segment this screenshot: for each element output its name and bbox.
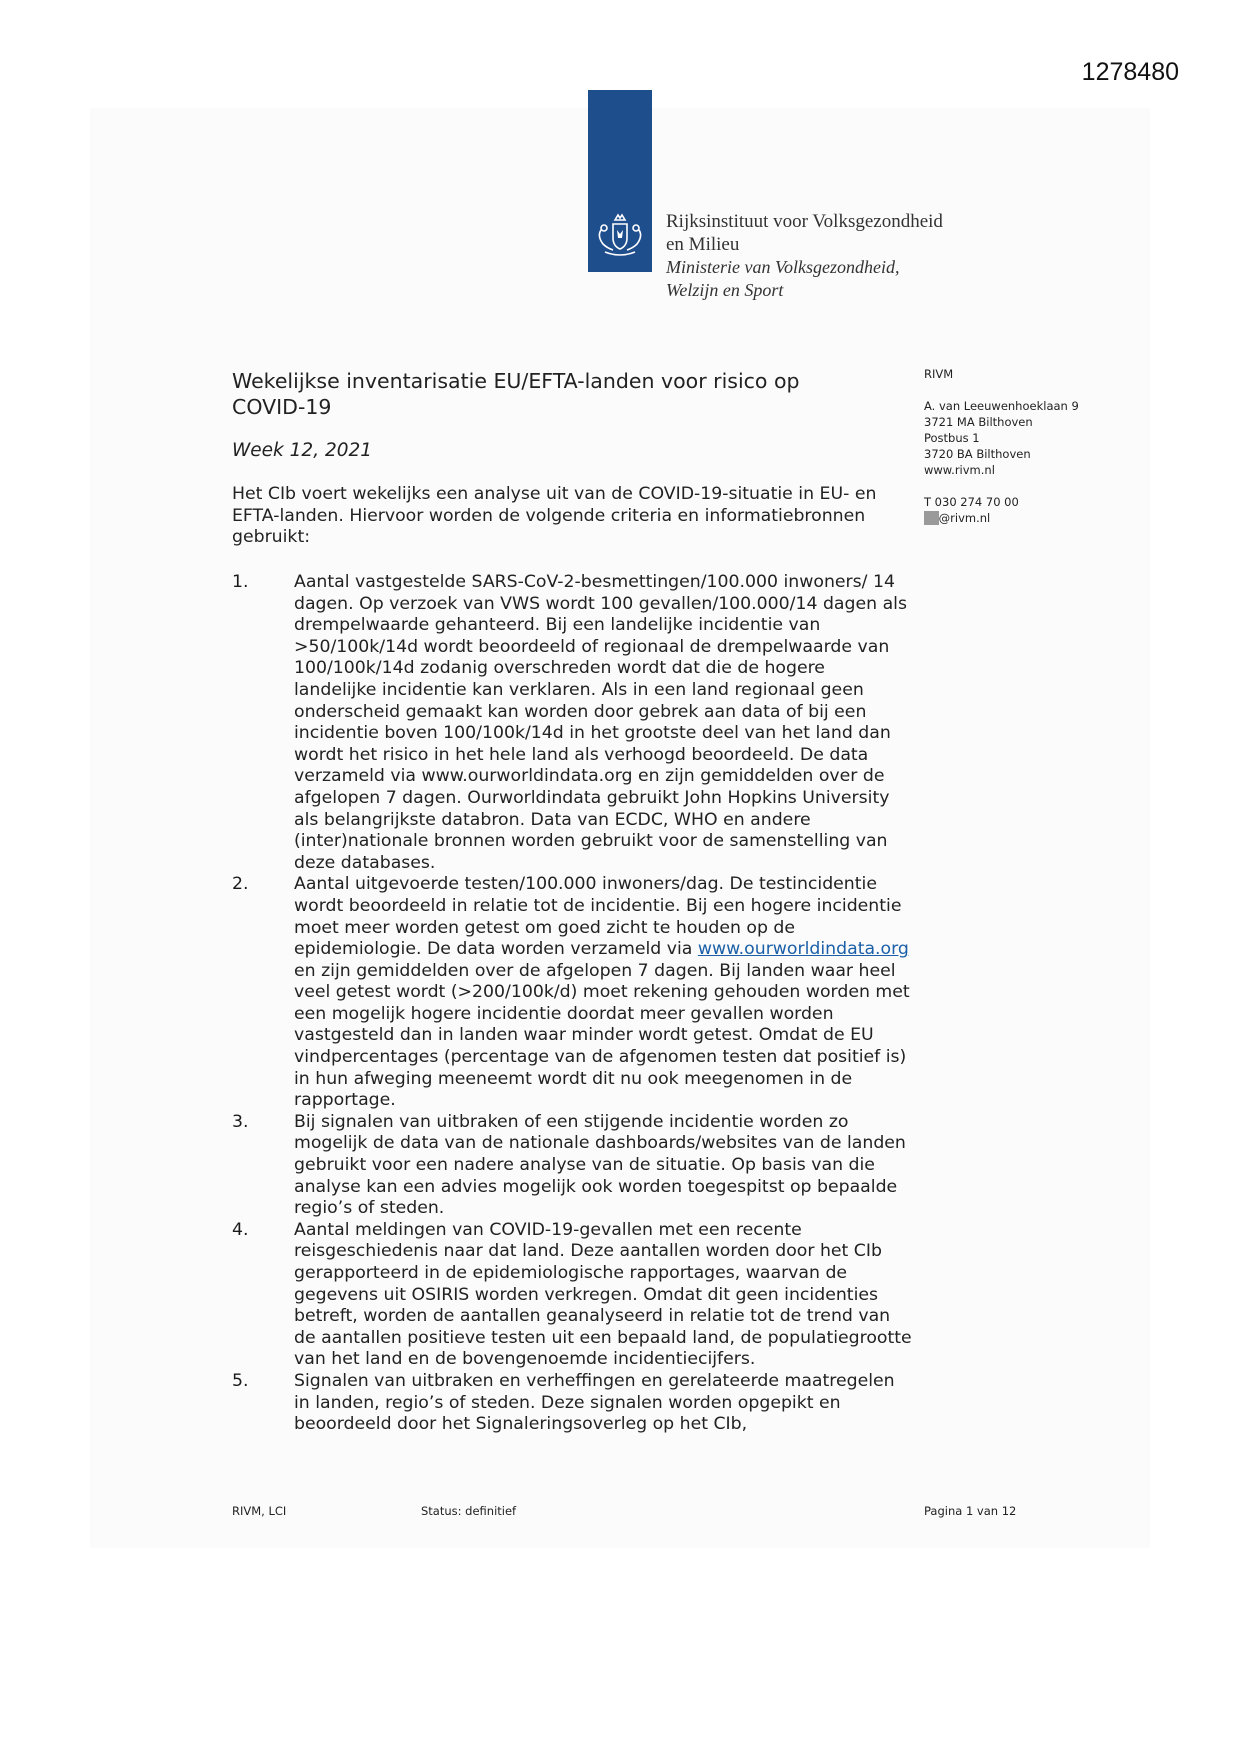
list-item — [232, 874, 912, 1112]
footer-page-number: Pagina 1 van 12 — [924, 1504, 1017, 1518]
sidebar-postcode-city: 3721 MA Bilthoven — [924, 415, 1033, 429]
document-title: Wekelijkse inventarisatie EU/EFTA-landen voor risico op COVID-19 — [232, 369, 800, 419]
sidebar-street: A. van Leeuwenhoeklaan 9 — [924, 399, 1079, 413]
criteria-list — [232, 572, 912, 1436]
sidebar-email-domain: @rivm.nl — [938, 511, 991, 525]
ministry-name-line2: Welzijn en Sport — [666, 280, 784, 300]
list-item-text: Aantal vastgestelde SARS-CoV-2-besmettingen/100.000 inwoners/ 14 dagen. Op verzoek van VWS wordt 100 gevallen/100.000/14 dagen als drempelwaarde gehanteerd. Bij een landelijke incidentie van >50/100k/14d wordt beoordeeld of regionaal de drempelwaarde van 100/100k/14d zodanig overschreden wordt dat die de hogere landelijke incidentie kan verklaren. Als in een land regionaal geen onderscheid gemaakt kan worden door gebrek aan data of bij een incidentie boven 100/100k/14d in het grootste deel van het land dan wordt het risico in het hele land als verhoogd beoordeeld. De data verzameld via www.ourworldindata.org en zijn gemiddelden over de afgelopen 7 dagen. Ourworldindata gebruikt John Hopkins University als belangrijkste databron. Data van ECDC, WHO en andere (inter)nationale bronnen worden gebruikt voor de samenstelling van deze databases. — [294, 572, 907, 873]
list-item-text-before-link: Aantal uitgevoerde testen/100.000 inwoners/dag. De testincidentie wordt beoordeeld in relatie tot de incidentie. Bij een hogere incidentie moet meer worden getest om goed zicht te houden op de epidemiologie. De data worden verzameld via — [294, 874, 902, 960]
list-item-text: Aantal meldingen van COVID-19-gevallen met een recente reisgeschiedenis naar dat land. Deze aantallen worden door het CIb gerapporteerd in de epidemiologische rapportages, waarvan de gegevens uit OSIRIS worden verkregen. Omdat dit geen incidenties betreft, worden de aantallen geanalyseerd in relatie tot de trend van de aantallen positieve testen uit een bepaald land, de populatiegrootte van het land en de bovengenoemde incidentiecijfers. — [294, 1219, 912, 1370]
list-item-text: Bij signalen van uitbraken of een stijgende incidentie worden zo mogelijk de data van de nationale dashboards/websites van de landen gebruikt voor een nadere analyse van de situatie. Op basis van die analyse kan een advies mogelijk ook worden toegespitst op bepaalde regio’s of steden. — [294, 1111, 906, 1219]
footer-status: Status: definitief — [421, 1504, 517, 1518]
sidebar-org: RIVM — [924, 367, 954, 381]
rijksoverheid-logo-bar — [588, 90, 652, 272]
coat-of-arms-icon — [591, 208, 649, 260]
list-item-number: 1. — [232, 572, 249, 592]
ministry-name-line1: Ministerie van Volksgezondheid, — [666, 257, 900, 277]
footer-author: RIVM, LCI — [232, 1504, 287, 1518]
list-item-number: 2. — [232, 874, 249, 895]
list-item — [232, 1112, 912, 1220]
intro-paragraph: Het CIb voert wekelijks een analyse uit van de COVID-19-situatie in EU- en EFTA-landen. Hiervoor worden de volgende criteria en informatiebronnen gebruikt: — [232, 484, 877, 547]
list-item — [232, 1371, 912, 1436]
sidebar-email[interactable] — [924, 510, 1124, 526]
list-item-number: 3. — [232, 1111, 249, 1132]
logo-text — [666, 210, 943, 302]
list-item-number: 4. — [232, 1219, 249, 1240]
redacted-block: 11 — [924, 511, 939, 525]
document-week: Week 12, 2021 — [232, 440, 373, 461]
document-id: 1278480 — [1081, 58, 1179, 86]
list-item-text: Signalen van uitbraken en verheffingen en gerelateerde maatregelen in landen, regio’s of steden. Deze signalen worden opgepikt en beoordeeld door het Signaleringsoverleg op het CIb, — [294, 1370, 895, 1435]
sidebar-phone: T 030 274 70 00 — [924, 495, 1019, 509]
sidebar-postbus: Postbus 1 — [924, 431, 980, 445]
sidebar-website[interactable]: www.rivm.nl — [924, 463, 995, 477]
list-item-text-after-link: en zijn gemiddelden over de afgelopen 7 dagen. Bij landen waar heel veel getest wordt (>200/100k/d) moet rekening gehouden worden met een mogelijk hogere incidentie doordat meer gevallen worden vastgesteld dan in landen waar minder wordt getest. Omdat de EU vindpercentages (percentage van de afgenomen testen dat positief is) in hun afweging meeneemt wordt dit nu ook meegenomen in de rapportage. — [294, 960, 910, 1111]
sidebar-postbus-city: 3720 BA Bilthoven — [924, 447, 1031, 461]
address-sidebar — [924, 366, 1124, 526]
list-item-number: 5. — [232, 1370, 249, 1391]
list-item-text — [294, 874, 912, 1112]
ourworldindata-link[interactable]: www.ourworldindata.org — [697, 939, 909, 960]
list-item — [232, 1220, 912, 1371]
institute-name-line2: en Milieu — [666, 234, 740, 255]
institute-name-line1: Rijksinstituut voor Volksgezondheid — [666, 211, 943, 232]
list-item — [232, 572, 912, 874]
